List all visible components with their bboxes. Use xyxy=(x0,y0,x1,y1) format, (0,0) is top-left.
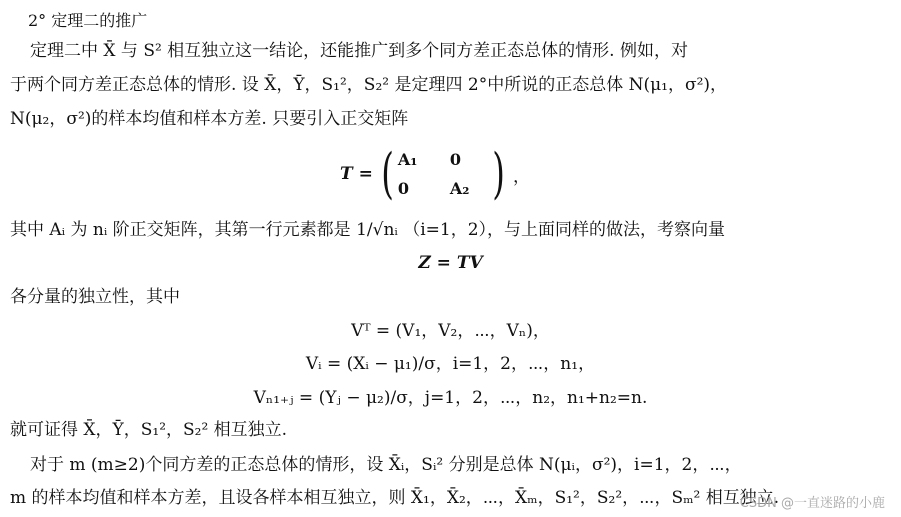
equation-z: Z = TV xyxy=(418,253,483,273)
right-paren: ) xyxy=(492,142,505,205)
paragraph-line: 其中 Aᵢ 为 nᵢ 阶正交矩阵，其第一行元素都是 1/√nᵢ （i=1，2），与上面同样的做法，考察向量 xyxy=(10,220,726,240)
paragraph-line: 各分量的独立性，其中 xyxy=(10,287,180,307)
paragraph-line: N(μ₂，σ²)的样本均值和样本方差. 只要引入正交矩阵 xyxy=(10,109,409,129)
equation-vn: Vₙ₁₊ⱼ = (Yⱼ − μ₂)/σ，j=1，2，⋯，n₂，n₁+n₂=n. xyxy=(253,388,648,408)
paragraph-line: 于两个同方差正态总体的情形. 设 X̄，Ȳ，S₁²，S₂² 是定理四 2°中所说的正态总体 N(μ₁，σ²)， xyxy=(10,75,728,95)
paragraph-line: 对于 m (m≥2)个同方差的正态总体的情形，设 X̄ᵢ，Sᵢ² 分别是总体 N(μᵢ，σ²)，i=1，2，⋯， xyxy=(30,455,742,475)
matrix-cell: A₂ xyxy=(449,179,470,198)
block-matrix xyxy=(377,142,509,205)
section-heading: 2° 定理二的推广 xyxy=(28,11,148,30)
matrix-cell: 0 xyxy=(449,150,462,169)
matrix-cell: A₁ xyxy=(397,150,418,169)
watermark: CSDN @一直迷路的小鹿 xyxy=(739,496,885,511)
matrix-cell: 0 xyxy=(397,179,410,198)
equation-vi: Vᵢ = (Xᵢ − μ₁)/σ，i=1，2，⋯，n₁， xyxy=(305,354,596,374)
paragraph-line: 就可证得 X̄，Ȳ，S₁²，S₂² 相互独立. xyxy=(10,420,288,440)
equation-vt: Vᵀ = (V₁，V₂，⋯，Vₙ)， xyxy=(351,321,550,341)
matrix-equation xyxy=(340,143,530,205)
paragraph-line: m 的样本均值和样本方差，且设各样本相互独立，则 X̄₁，X̄₂，⋯，X̄ₘ，S₁²，S₂²，⋯，Sₘ² 相互独立. xyxy=(10,488,780,508)
paragraph-line: 定理二中 X̄ 与 S² 相互独立这一结论，还能推广到多个同方差正态总体的情形. 例如，对 xyxy=(30,41,688,61)
matrix-trail: ， xyxy=(512,166,530,187)
left-paren: ( xyxy=(381,142,394,205)
matrix-lhs: T = xyxy=(340,164,373,184)
